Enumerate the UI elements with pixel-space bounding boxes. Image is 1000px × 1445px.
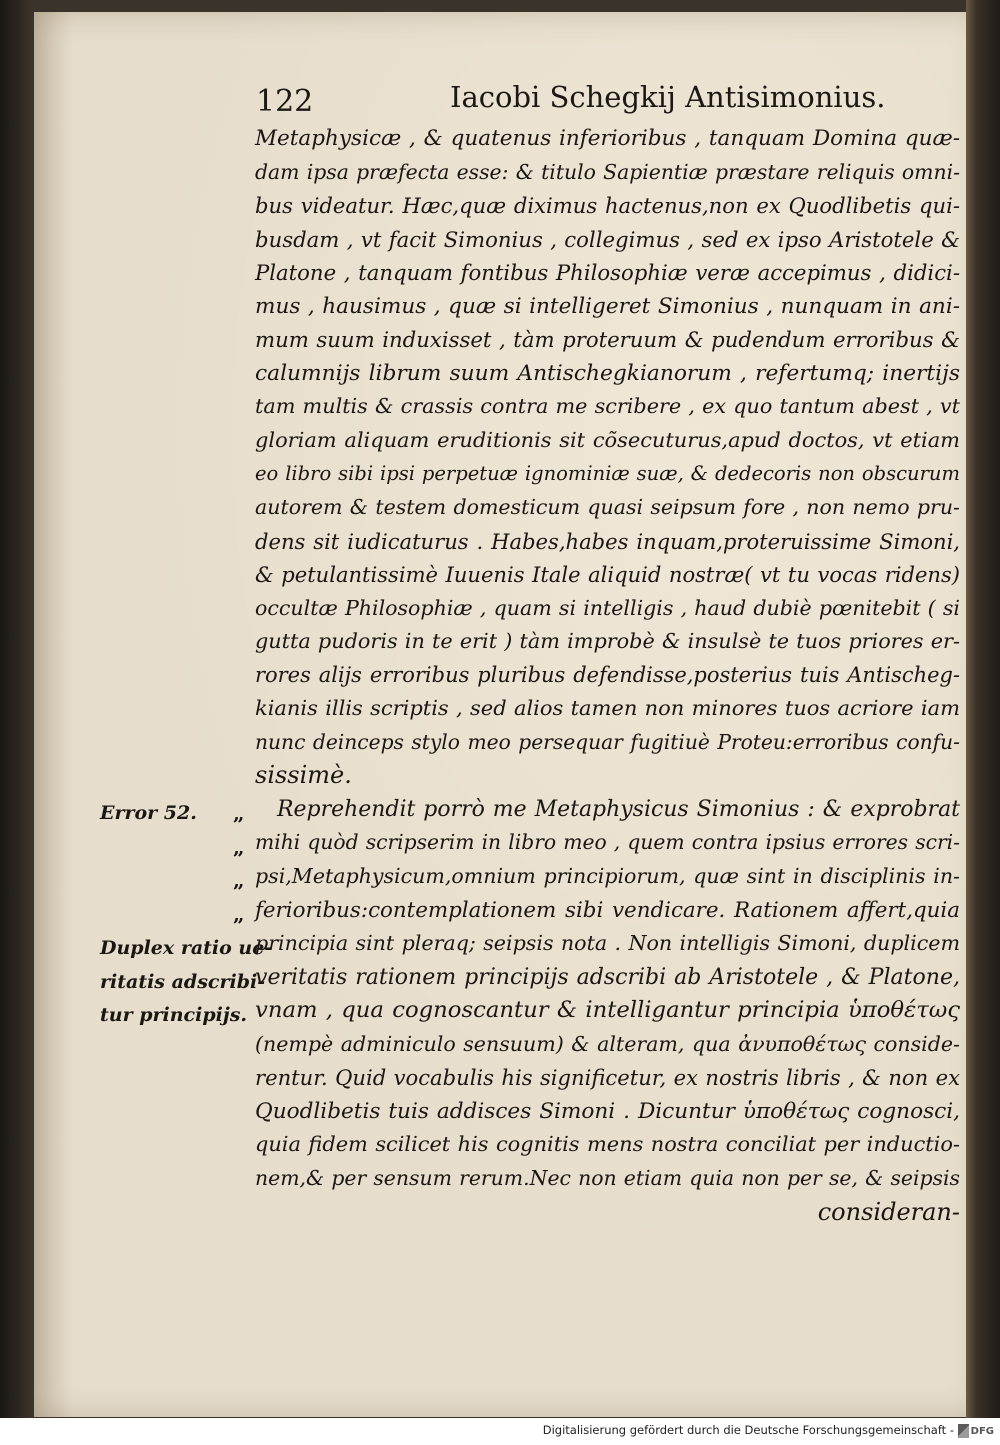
page-edge-shadow	[966, 0, 1000, 1445]
margin-note-error	[100, 797, 250, 831]
text-line: veritatis rationem principijs adscribi ab Aristotele , & Platone,	[255, 964, 960, 990]
dfg-logo	[958, 1422, 994, 1440]
text-line: vnam , qua cognoscantur & intelligantur principia ὑποθέτως	[255, 997, 960, 1024]
text-line: mihi quòd scripserim in libro meo , quem contra ipsius errores scri-	[255, 830, 960, 855]
text-line: dam ipsa præfecta esse: & titulo Sapientiæ præstare reliquis omni-	[255, 159, 960, 184]
text-line: & petulantissimè Iuuenis Itale aliquid nostræ( vt tu vocas ridens)	[255, 562, 960, 588]
text-line: busdam , vt facit Simonius , collegimus , sed ex ipso Aristotele &	[255, 226, 960, 252]
text-line: kianis illis scriptis , sed alios tamen non minores tuos acriore iam	[255, 696, 960, 721]
text-line: ferioribus:contemplationem sibi vendicare. Rationem affert,quia	[255, 897, 960, 923]
quote-mark: „	[233, 901, 245, 926]
dfg-logo-icon	[958, 1424, 969, 1438]
margin-note-line: ritatis adscribi-	[100, 970, 266, 993]
text-line: Platone , tanquam fontibus Philosophiæ veræ accepimus , didici-	[255, 260, 960, 286]
text-line: Quodlibetis tuis addisces Simoni . Dicuntur ὑποθέτως cognosci,	[255, 1098, 960, 1124]
margin-note-line: tur principijs.	[100, 1004, 248, 1027]
text-line: dens sit iudicaturus . Habes,habes inquam,proteruissime Simoni,	[255, 528, 960, 554]
margin-note-duplex	[100, 932, 273, 1033]
quotation-marks-column	[233, 797, 257, 931]
text-line: calumnijs librum suum Antischegkianorum , refertumq; inertijs	[255, 360, 960, 386]
text-line: Reprehendit porrò me Metaphysicus Simonius : & exprobrat	[277, 796, 960, 822]
text-line: bus videatur. Hæc,quæ diximus hactenus,non ex Quodlibetis qui-	[255, 193, 960, 219]
text-line: occultæ Philosophiæ , quam si intelligis , haud dubiè pœnitebit ( si	[255, 595, 960, 620]
text-line: psi,Metaphysicum,omnium principiorum, quæ sint in disciplinis in-	[255, 864, 960, 889]
text-line: rentur. Quid vocabulis his significetur, ex nostris libris , & non ex	[255, 1065, 960, 1091]
text-line: mum suum induxisset , tàm proteruum & pudendum erroribus &	[255, 327, 960, 353]
text-line: nem,& per sensum rerum.Nec non etiam quia non per se, & seipsis	[255, 1165, 960, 1190]
text-line: principia sint pleraq; seipsis nota . Non intelligis Simoni, duplicem	[255, 931, 960, 956]
text-line: quia fidem scilicet his cognitis mens nostra conciliat per inductio-	[255, 1132, 960, 1157]
text-line: tam multis & crassis contra me scribere , ex quo tantum abest , vt	[255, 394, 960, 419]
text-line: eo libro sibi ipsi perpetuæ ignominiæ suæ, & dedecoris non obscurum	[255, 462, 960, 486]
error-label: Error 52.	[100, 802, 197, 824]
page-number: 122	[256, 84, 314, 119]
running-head: Iacobi Schegkij Antisimonius.	[450, 80, 886, 114]
text-line: autorem & testem domesticum quasi seipsum fore , non nemo pru-	[255, 495, 960, 520]
quote-mark: „	[233, 868, 245, 893]
main-text-block	[255, 122, 960, 1229]
text-line: (nempè adminiculo sensuum) & alteram, qua ἀνυποθέτως conside-	[255, 1031, 960, 1056]
text-line: Metaphysicæ , & quatenus inferioribus , tanquam Domina quæ-	[255, 126, 960, 151]
quote-mark: „	[233, 801, 245, 825]
dfg-logo-text: DFG	[970, 1425, 994, 1437]
text-line: rores alijs erroribus pluribus defendisse,posterius tuis Antischeg-	[255, 662, 960, 687]
text-line: mus , hausimus , quæ si intelligeret Simonius , nunquam in ani-	[255, 293, 960, 319]
margin-note-line: Duplex ratio ue-	[100, 937, 273, 959]
quote-mark: „	[233, 834, 245, 859]
funding-credit: Digitalisierung gefördert durch die Deutsche Forschungsgemeinschaft -	[542, 1423, 954, 1437]
text-line: nunc deinceps stylo meo persequar fugitiuè Proteu:erroribus confu-	[255, 729, 960, 754]
footer-bar	[0, 1418, 1000, 1445]
text-line: gloriam aliquam eruditionis sit cõsecuturus,apud doctos, vt etiam	[255, 427, 960, 452]
catchword: consideran-	[817, 1197, 960, 1226]
text-line: sissimè.	[255, 761, 352, 790]
text-line: gutta pudoris in te erit ) tàm improbè & insulsè te tuos priores er-	[255, 629, 960, 654]
